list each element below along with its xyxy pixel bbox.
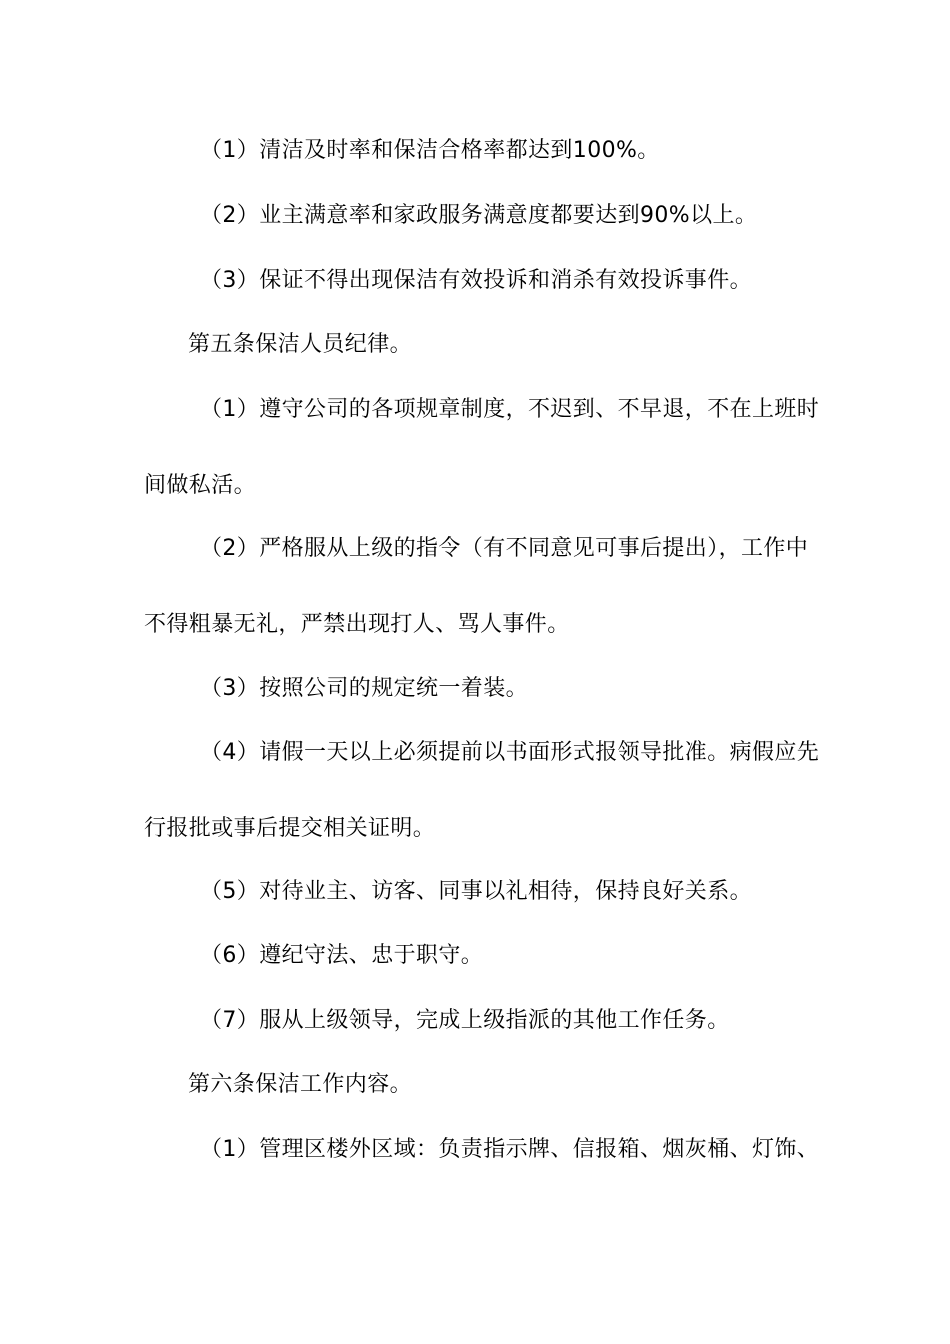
paragraph-line: （1）遵守公司的各项规章制度，不迟到、不早退，不在上班时 [200, 397, 820, 422]
paragraph-line: 不得粗暴无礼，严禁出现打人、骂人事件。 [144, 612, 570, 637]
paragraph-line: （5）对待业主、访客、同事以礼相待，保持良好关系。 [200, 879, 752, 904]
section-heading: 第六条保洁工作内容。 [188, 1072, 413, 1097]
paragraph-line: （2）业主满意率和家政服务满意度都要达到90%以上。 [200, 203, 758, 228]
paragraph-line: （3）保证不得出现保洁有效投诉和消杀有效投诉事件。 [200, 268, 752, 293]
paragraph-line: （4）请假一天以上必须提前以书面形式报领导批准。病假应先 [200, 740, 820, 765]
paragraph-line: （7）服从上级领导，完成上级指派的其他工作任务。 [200, 1008, 730, 1033]
paragraph-line: （1）管理区楼外区域：负责指示牌、信报箱、烟灰桶、灯饰、 [200, 1137, 820, 1162]
paragraph-line: 间做私活。 [144, 473, 257, 498]
paragraph-line: （6）遵纪守法、忠于职守。 [200, 943, 484, 968]
paragraph-line: 行报批或事后提交相关证明。 [144, 816, 436, 841]
paragraph-line: （1）清洁及时率和保洁合格率都达到100%。 [200, 138, 660, 163]
section-heading: 第五条保洁人员纪律。 [188, 332, 413, 357]
paragraph-line: （3）按照公司的规定统一着装。 [200, 676, 528, 701]
paragraph-line: （2）严格服从上级的指令（有不同意见可事后提出），工作中 [200, 536, 809, 561]
